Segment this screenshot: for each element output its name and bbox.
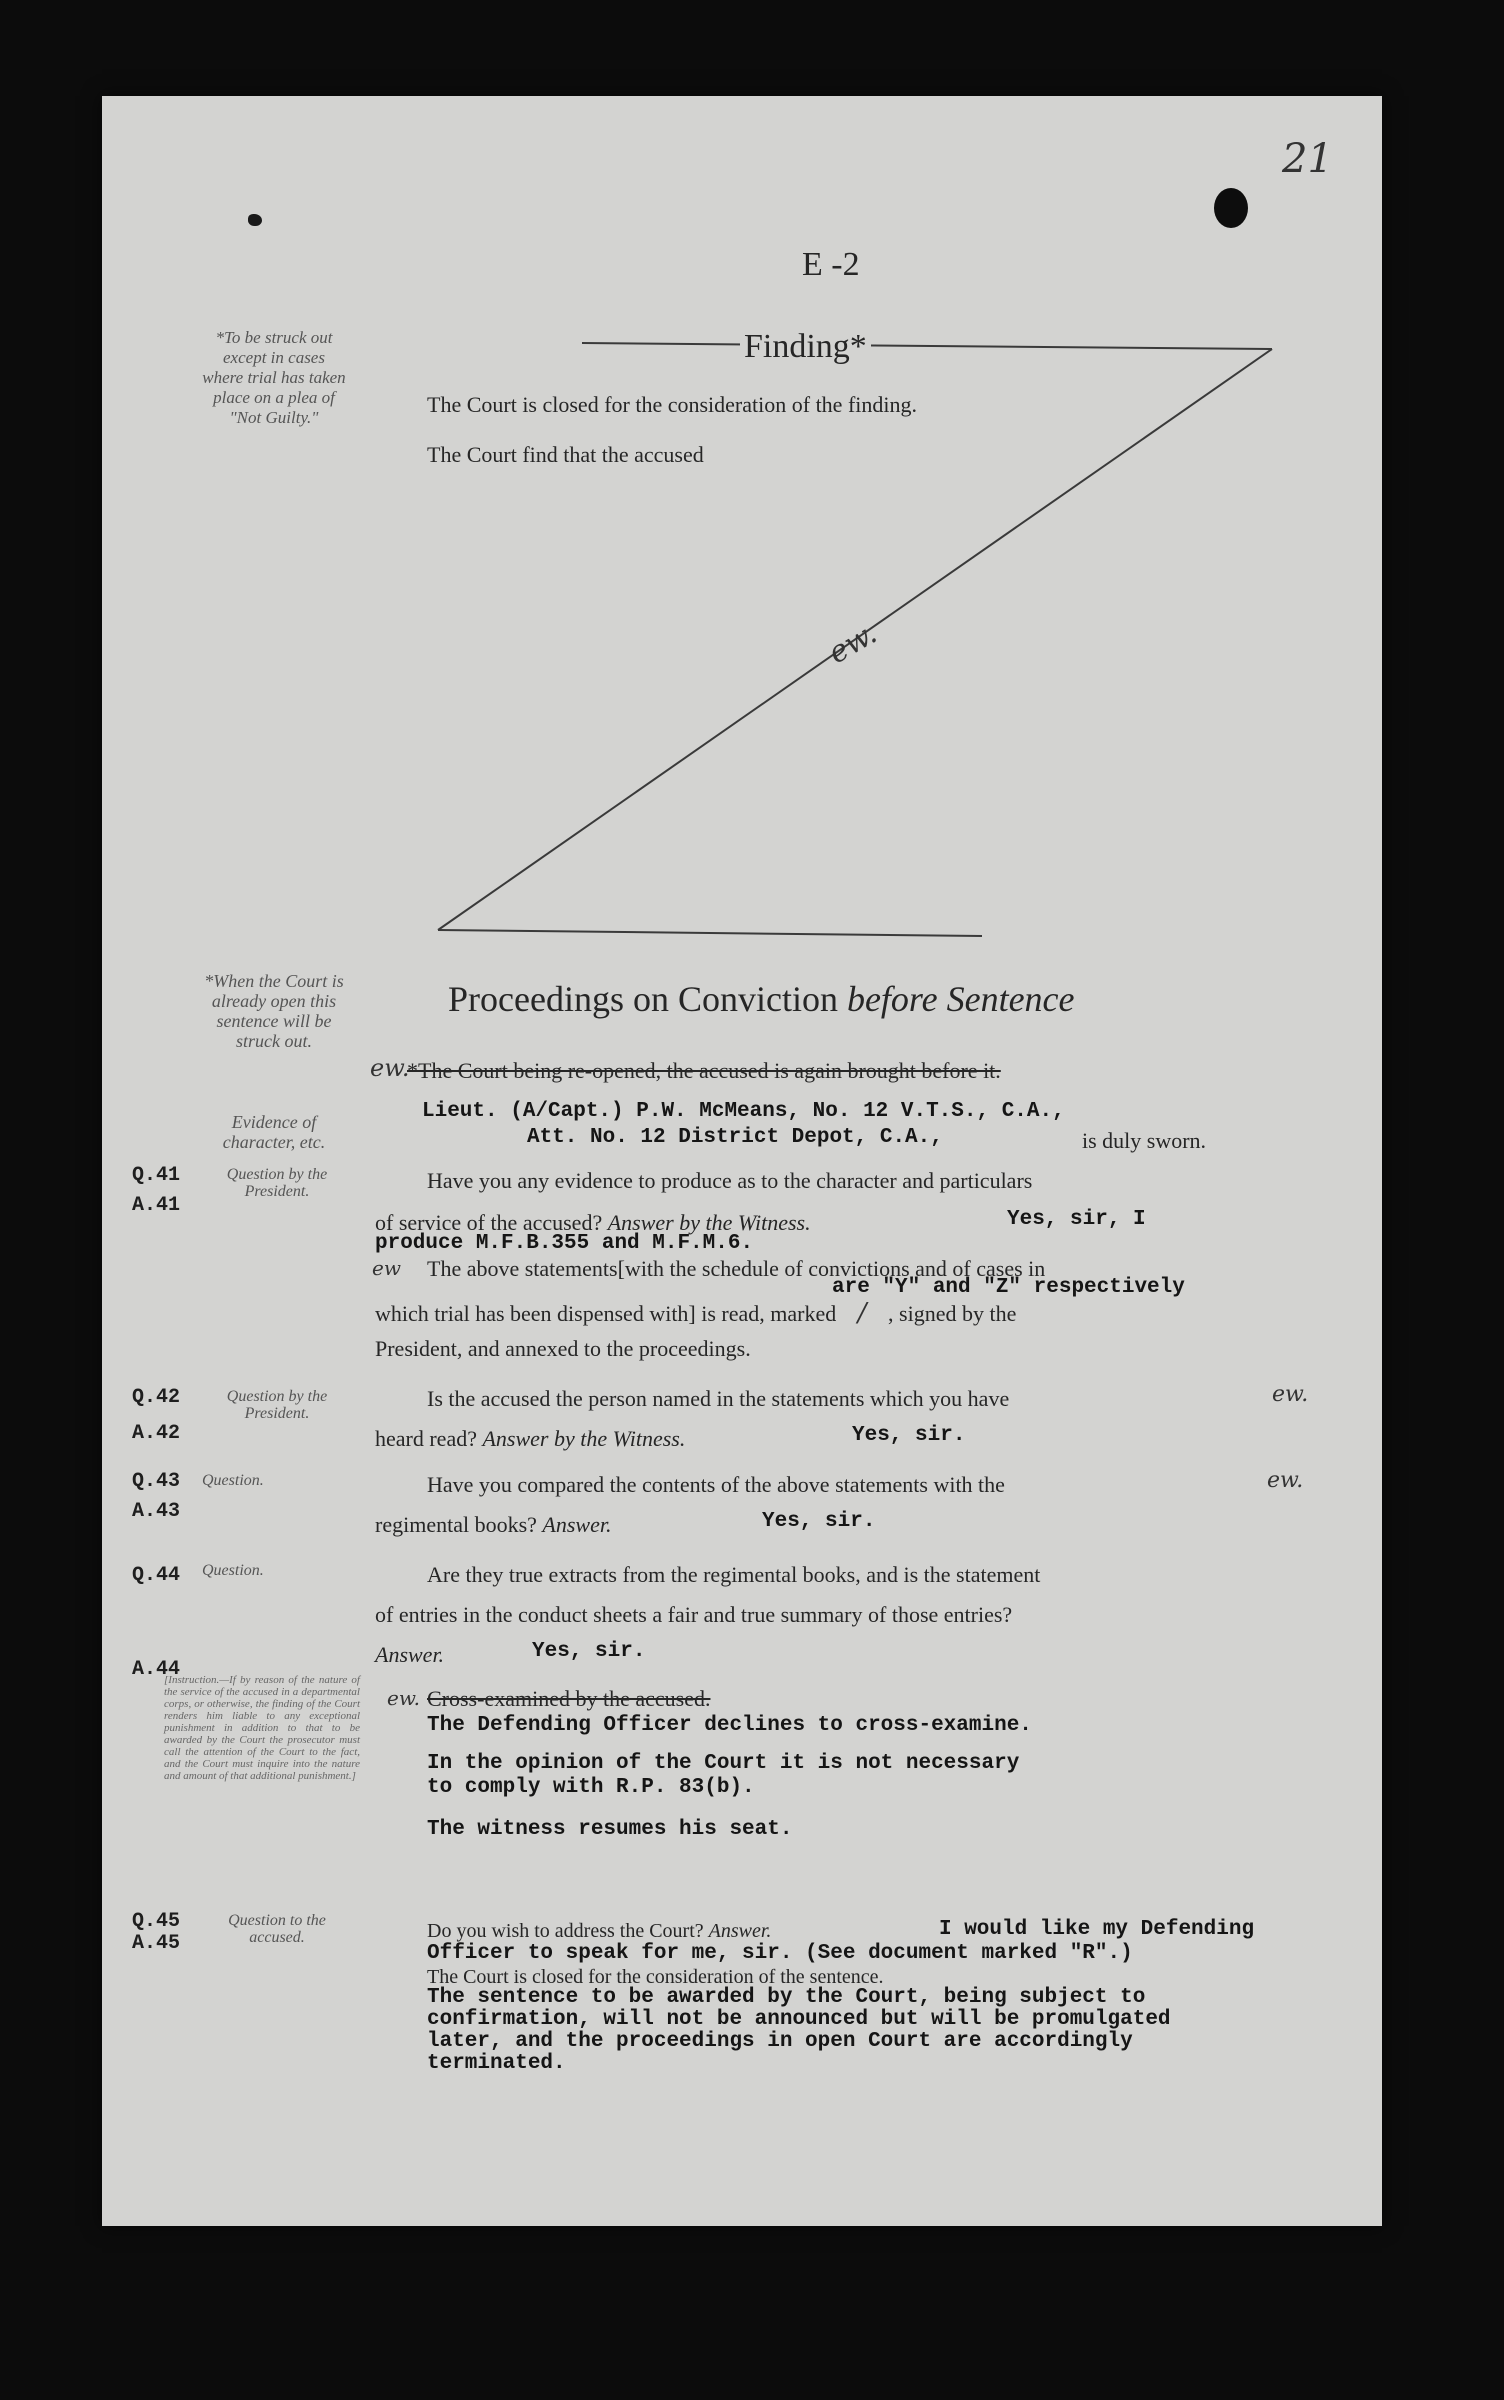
- a43-text: Yes, sir.: [762, 1510, 876, 1533]
- q41-answer-by: Answer by the Witness.: [607, 1210, 811, 1235]
- statement-line-2b: , signed by the: [888, 1301, 1017, 1326]
- form-code: E -2: [802, 246, 860, 283]
- statement-initials: ew: [372, 1256, 401, 1280]
- closed-line: The Court is closed for the consideration of the sentence.: [427, 1966, 884, 1988]
- page-number: 21: [1282, 136, 1333, 182]
- document-page: [102, 96, 1382, 2226]
- q44-answer-by: Answer.: [375, 1642, 445, 1667]
- final-line-4: terminated.: [427, 2052, 566, 2075]
- q44-label: Q.44: [132, 1564, 181, 1587]
- q42-label: Q.42: [132, 1386, 181, 1409]
- statement-line-3: President, and annexed to the proceedings.: [375, 1336, 751, 1361]
- a45-text-1: I would like my Defending: [939, 1918, 1255, 1941]
- q45-text: [427, 1920, 771, 1943]
- q43-label: Q.43: [132, 1470, 181, 1493]
- witness-line-1: Lieut. (A/Capt.) P.W. McMeans, No. 12 V.T.S., C.A.,: [422, 1100, 1065, 1123]
- finding-line-2: The Court find that the accused: [427, 442, 704, 467]
- q41-text-2-main: of service of the accused?: [375, 1210, 603, 1235]
- q45-note: Question to the accused.: [228, 1912, 326, 1946]
- a44-label: A.44: [132, 1658, 181, 1681]
- a41-label: A.41: [132, 1194, 181, 1217]
- q43-text-1: Have you compared the contents of the above statements with the: [427, 1472, 1005, 1497]
- finding-bottom-rule: [438, 930, 982, 936]
- final-line-1: The sentence to be awarded by the Court, being subject to: [427, 1986, 1146, 2009]
- finding-margin-note: *To be struck out except in cases where trial has taken place on a plea of "Not Guilty.": [202, 328, 346, 427]
- a42-label: A.42: [132, 1422, 181, 1445]
- cross-initials: ew.: [387, 1686, 420, 1710]
- q43-note: Question.: [202, 1472, 264, 1489]
- statement-line-2: [375, 1298, 1016, 1328]
- statement-line-1: The above statements[with the schedule of convictions and of cases in: [427, 1256, 1046, 1281]
- finding-top-rule: [582, 343, 1272, 349]
- conviction-heading: [448, 978, 1075, 1020]
- a45-label: A.45: [132, 1932, 181, 1955]
- finding-line-1: The Court is closed for the consideration of the finding.: [427, 392, 917, 417]
- cross-typed-1: The Defending Officer declines to cross-examine.: [427, 1714, 1032, 1737]
- q41-label: Q.41: [132, 1164, 181, 1187]
- q43-answer-by: Answer.: [542, 1512, 612, 1537]
- q44-note: Question.: [202, 1562, 264, 1579]
- evidence-note: Evidence of character, etc.: [222, 1112, 326, 1152]
- cross-struck: Cross-examined by the accused.: [427, 1686, 711, 1711]
- finding-heading: Finding*: [740, 328, 871, 366]
- q44-text-1: Are they true extracts from the regimental books, and is the statement: [427, 1562, 1041, 1587]
- witness-line-2: Att. No. 12 District Depot, C.A.,: [527, 1126, 943, 1149]
- a41-text-2: produce M.F.B.355 and M.F.M.6.: [375, 1232, 754, 1255]
- finding-cancel-lines: [102, 96, 1382, 996]
- witness-sworn: is duly sworn.: [1082, 1128, 1207, 1153]
- q42-text-2-main: heard read?: [375, 1426, 477, 1451]
- a44-text: Yes, sir.: [532, 1640, 646, 1663]
- struck-line-initials: ew.: [370, 1054, 410, 1082]
- a41-text-1: Yes, sir, I: [1007, 1208, 1146, 1231]
- final-line-2: confirmation, will not be announced but will be promulgated: [427, 2008, 1171, 2031]
- q45-answer-by: Answer.: [708, 1920, 772, 1942]
- q43-initials: ew.: [1267, 1468, 1304, 1493]
- a45-text-2: Officer to speak for me, sir. (See document marked "R".): [427, 1942, 1133, 1965]
- q45-question: Do you wish to address the Court?: [427, 1920, 704, 1942]
- statement-mark: /: [857, 1298, 867, 1328]
- q44-text-2: of entries in the conduct sheets a fair and true summary of those entries?: [375, 1602, 1013, 1627]
- q41-note: Question by the President.: [226, 1166, 328, 1200]
- cross-typed-3: to comply with R.P. 83(b).: [427, 1776, 755, 1799]
- conviction-heading-plain: Proceedings on Conviction: [448, 979, 838, 1019]
- conviction-margin-note: *When the Court is already open this sentence will be struck out.: [204, 971, 344, 1051]
- finding-initials: ew.: [822, 615, 883, 672]
- q42-answer-by: Answer by the Witness.: [482, 1426, 686, 1451]
- statement-line-2a: which trial has been dispensed with] is read, marked: [375, 1301, 837, 1326]
- q42-text-1: Is the accused the person named in the statements which you have: [427, 1386, 1010, 1411]
- q45-label: Q.45: [132, 1910, 181, 1933]
- final-line-3: later, and the proceedings in open Court are accordingly: [427, 2030, 1133, 2053]
- q41-text-1: Have you any evidence to produce as to the character and particulars: [427, 1168, 1033, 1193]
- a43-label: A.43: [132, 1500, 181, 1523]
- conviction-heading-italic: before Sentence: [846, 979, 1075, 1019]
- cross-typed-4: The witness resumes his seat.: [427, 1818, 793, 1841]
- cross-typed-2: In the opinion of the Court it is not necessary: [427, 1752, 1020, 1775]
- q42-text-2: [375, 1426, 685, 1452]
- a42-text: Yes, sir.: [852, 1424, 966, 1447]
- q42-initials: ew.: [1272, 1382, 1309, 1407]
- q43-text-2-main: regimental books?: [375, 1512, 537, 1537]
- statement-typed-insert: are "Y" and "Z" respectively: [832, 1276, 1185, 1299]
- q42-note: Question by the President.: [226, 1388, 328, 1422]
- instruction-note: [Instruction.—If by reason of the nature of the service of the accused in a departmental corps, or otherwise, the finding of the Court renders him liable to any exceptional punishment in addition to that to be awarded by the Court the prosecutor must call the attention of the Court to the fact, and the Court must inquire into the nature and amount of that additional punishment.]: [164, 1674, 360, 1782]
- struck-line: *The Court being re-opened, the accused is again brought before it.: [407, 1058, 1001, 1083]
- q43-text-2: [375, 1512, 611, 1538]
